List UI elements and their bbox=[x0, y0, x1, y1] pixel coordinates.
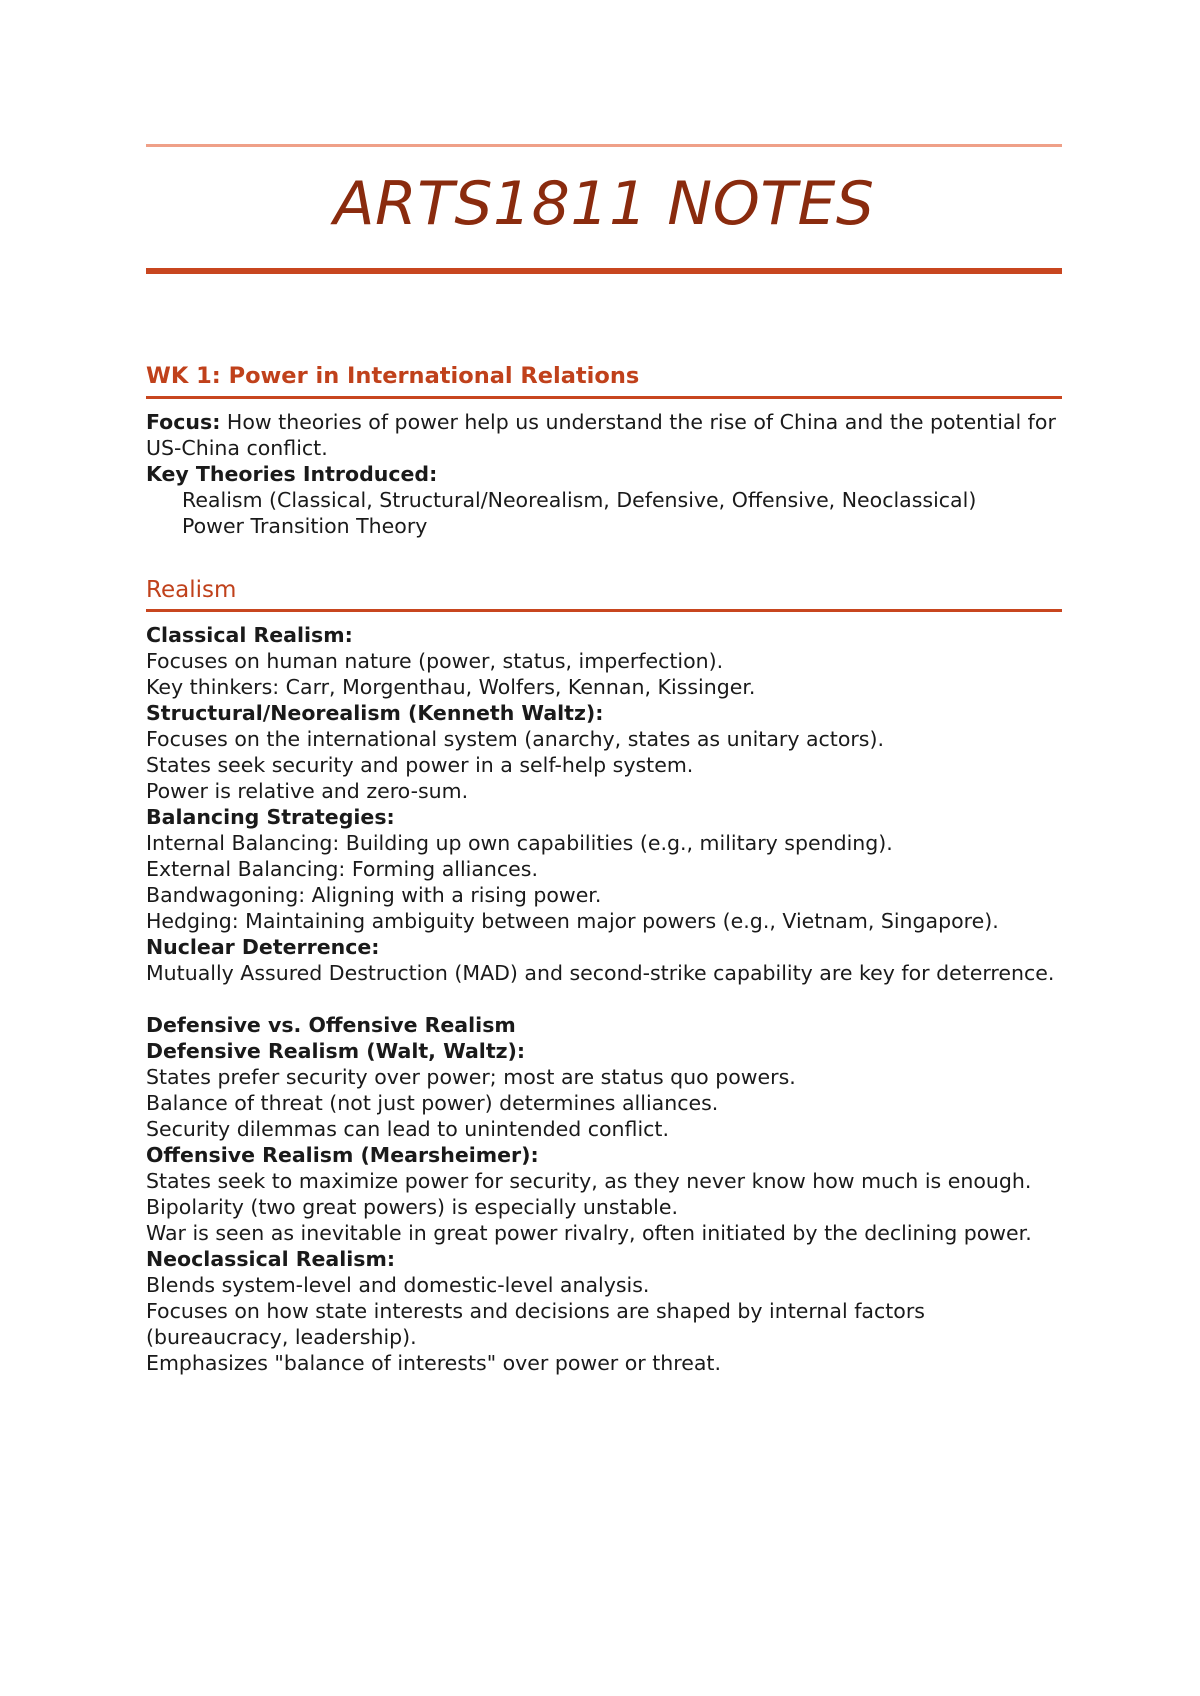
balancing-item: Internal Balancing: Building up own capabilities (e.g., military spending). bbox=[146, 831, 893, 855]
offensive-label: Offensive Realism (Mearsheimer): bbox=[146, 1143, 539, 1167]
neoclassical-item: Emphasizes "balance of interests" over power or threat. bbox=[146, 1351, 721, 1375]
balancing-label: Balancing Strategies: bbox=[146, 805, 395, 829]
nuclear-item: Mutually Assured Destruction (MAD) and second-strike capability are key for deterrence. bbox=[146, 961, 1055, 985]
balancing-item: External Balancing: Forming alliances. bbox=[146, 857, 538, 881]
focus-paragraph bbox=[146, 409, 1062, 461]
title-top-rule bbox=[146, 144, 1062, 147]
key-theories-label: Key Theories Introduced: bbox=[146, 462, 438, 486]
offensive-item: War is seen as inevitable in great power rivalry, often initiated by the declining power. bbox=[146, 1221, 1032, 1245]
offensive-item: States seek to maximize power for security, as they never know how much is enough. bbox=[146, 1169, 1032, 1193]
document-body bbox=[146, 358, 1062, 1376]
defensive-item: Security dilemmas can lead to unintended conflict. bbox=[146, 1117, 669, 1141]
focus-label: Focus: bbox=[146, 410, 221, 434]
spacer bbox=[146, 539, 1062, 573]
realism-heading: Realism bbox=[146, 573, 1062, 612]
focus-text: How theories of power help us understand the rise of China and the potential for US-China conflict. bbox=[146, 410, 1056, 460]
week1-heading: WK 1: Power in International Relations bbox=[146, 358, 1062, 399]
key-theory-item: Realism (Classical, Structural/Neorealism, Defensive, Offensive, Neoclassical) bbox=[182, 488, 977, 512]
balancing-item: Hedging: Maintaining ambiguity between major powers (e.g., Vietnam, Singapore). bbox=[146, 909, 999, 933]
defensive-vs-offensive-label: Defensive vs. Offensive Realism bbox=[146, 1013, 516, 1037]
structural-item: States seek security and power in a self-help system. bbox=[146, 753, 694, 777]
classical-item: Key thinkers: Carr, Morgenthau, Wolfers, Kennan, Kissinger. bbox=[146, 675, 756, 699]
neoclassical-item: Blends system-level and domestic-level analysis. bbox=[146, 1273, 650, 1297]
classical-label: Classical Realism: bbox=[146, 623, 353, 647]
defensive-item: States prefer security over power; most are status quo powers. bbox=[146, 1065, 796, 1089]
defensive-item: Balance of threat (not just power) determines alliances. bbox=[146, 1091, 719, 1115]
neoclassical-item: Focuses on how state interests and decisions are shaped by internal factors (bureaucracy, leadership). bbox=[146, 1299, 925, 1349]
classical-item: Focuses on human nature (power, status, imperfection). bbox=[146, 649, 724, 673]
structural-item: Focuses on the international system (anarchy, states as unitary actors). bbox=[146, 727, 884, 751]
spacer bbox=[146, 986, 1062, 1012]
title-bottom-rule bbox=[146, 268, 1062, 274]
key-theory-item: Power Transition Theory bbox=[182, 514, 428, 538]
nuclear-label: Nuclear Deterrence: bbox=[146, 935, 380, 959]
structural-label: Structural/Neorealism (Kenneth Waltz): bbox=[146, 701, 604, 725]
offensive-item: Bipolarity (two great powers) is especially unstable. bbox=[146, 1195, 678, 1219]
document-title: ARTS1811 NOTES bbox=[333, 169, 875, 239]
balancing-item: Bandwagoning: Aligning with a rising power. bbox=[146, 883, 602, 907]
defensive-label: Defensive Realism (Walt, Waltz): bbox=[146, 1039, 526, 1063]
neoclassical-label: Neoclassical Realism: bbox=[146, 1247, 396, 1271]
structural-item: Power is relative and zero-sum. bbox=[146, 779, 469, 803]
